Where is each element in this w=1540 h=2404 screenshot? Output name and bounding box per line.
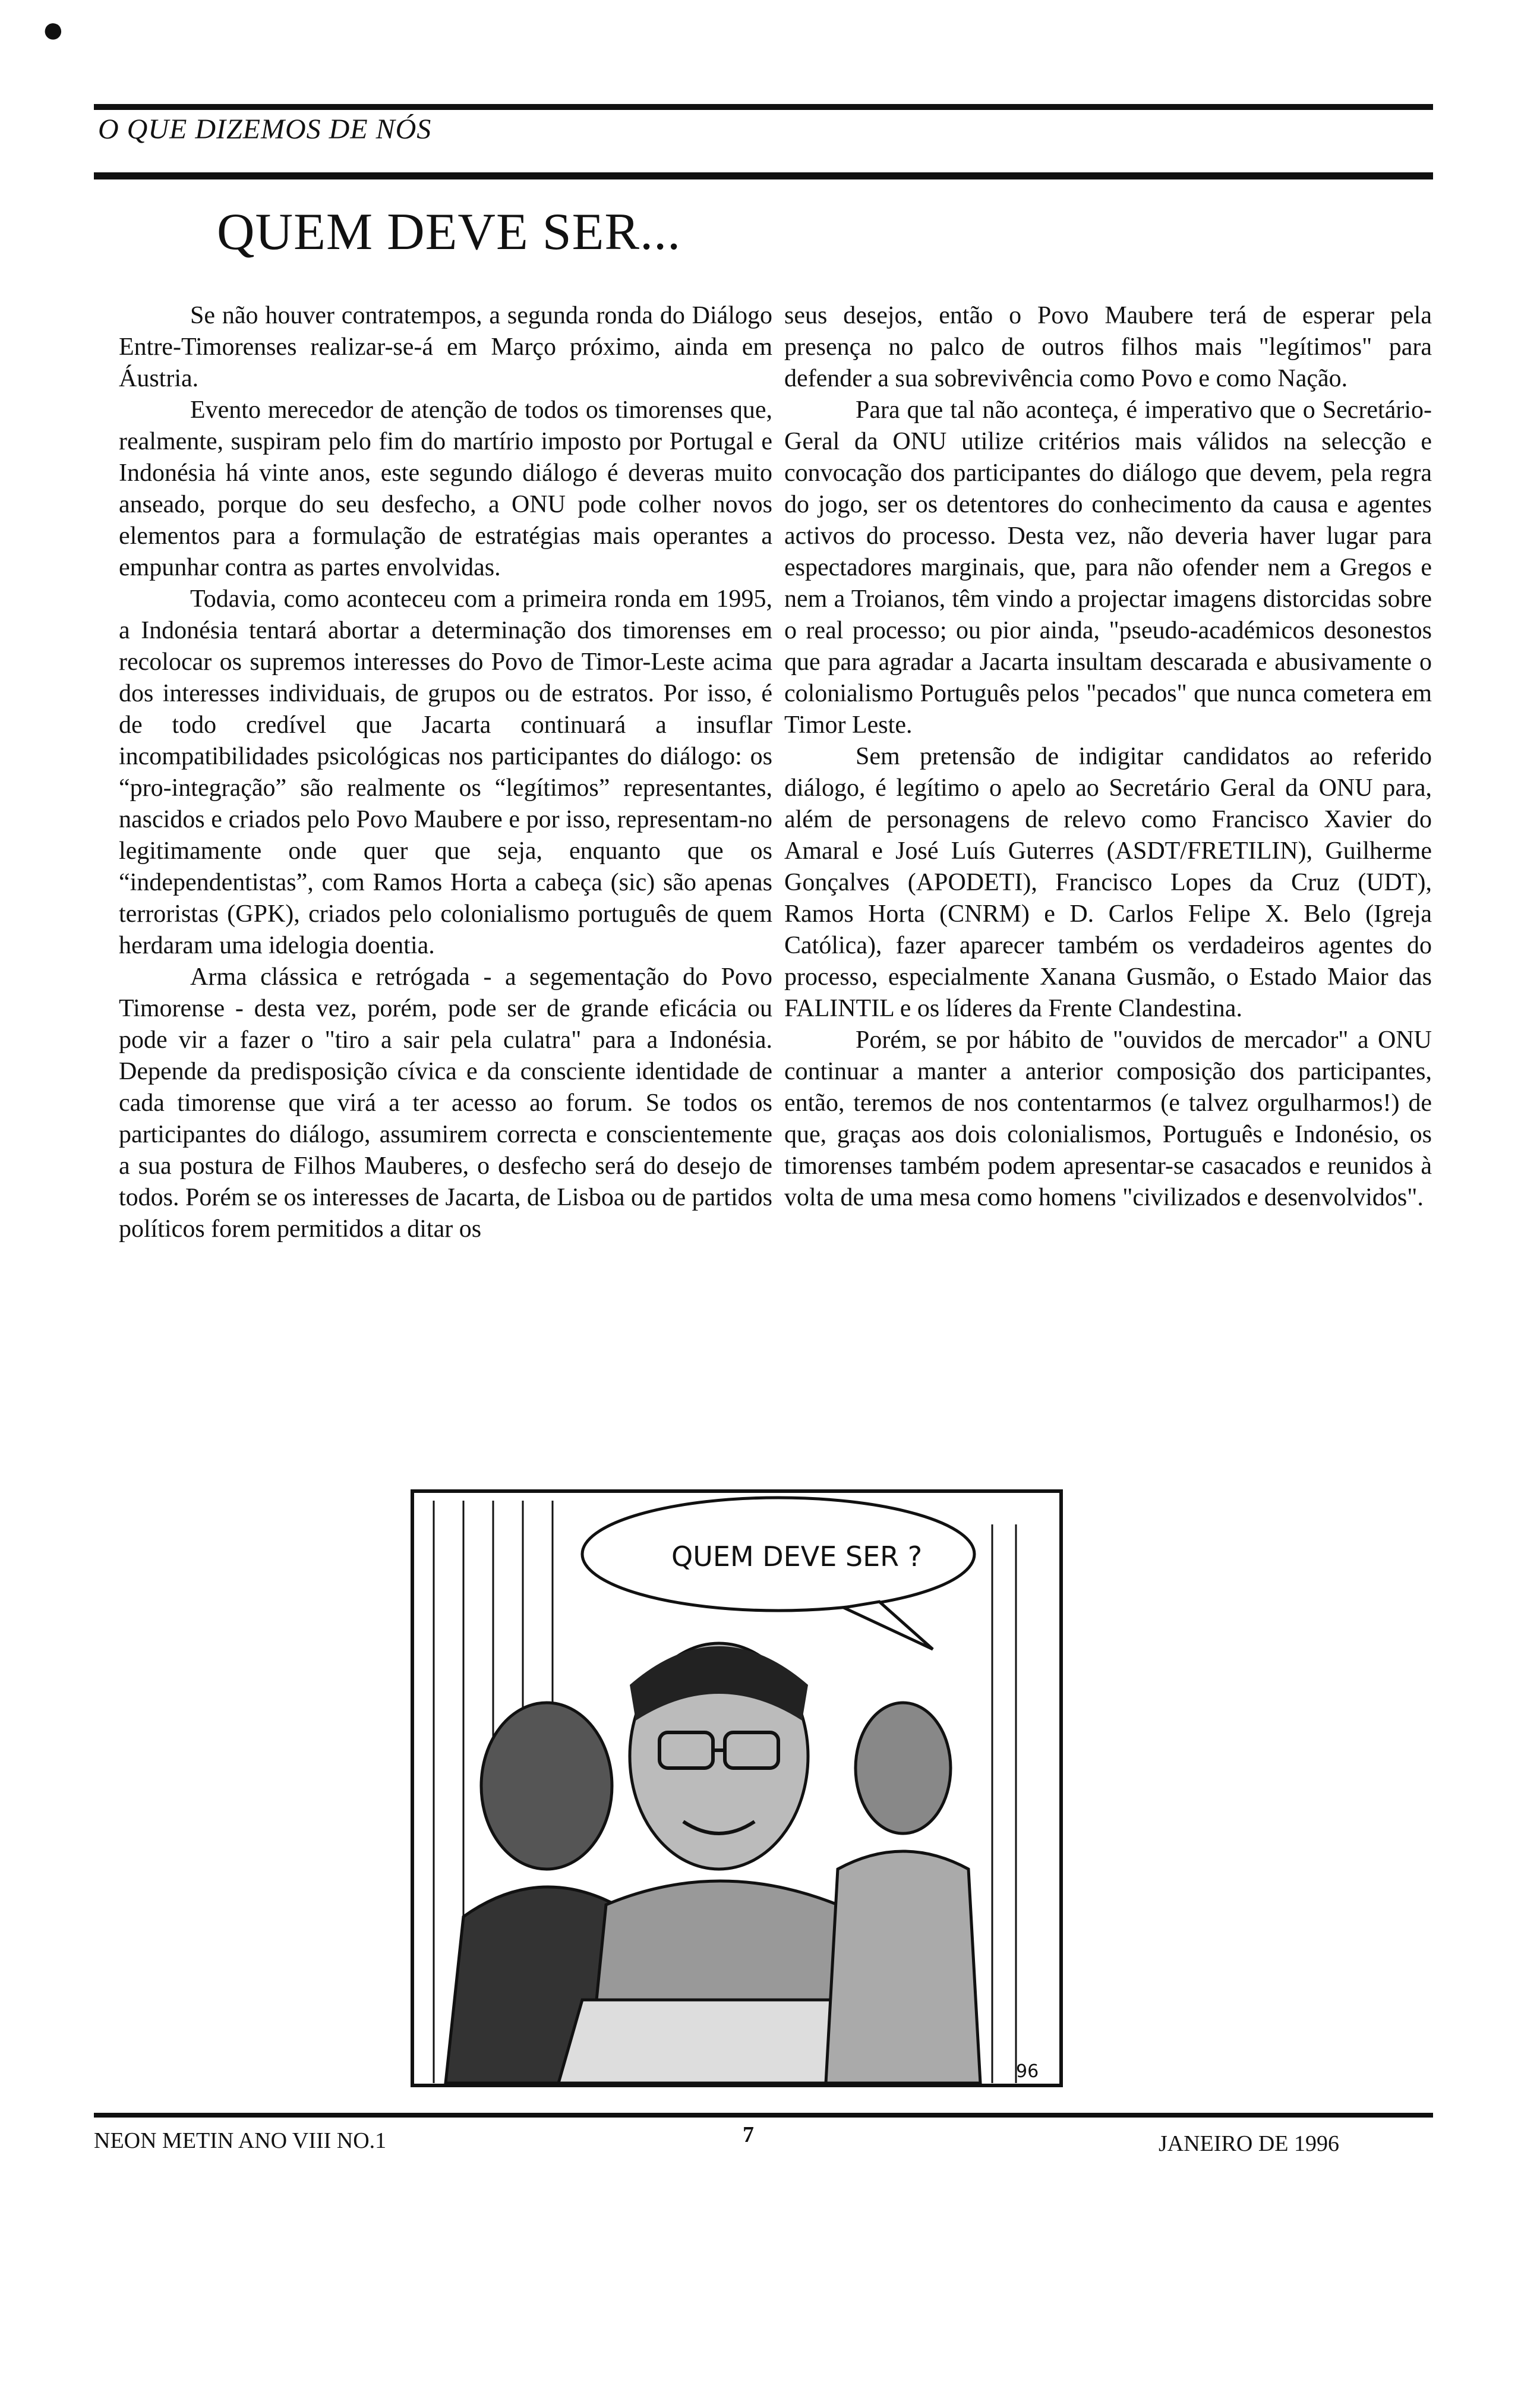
paragraph: Arma clássica e retrógada - a segementação do Povo Timorense - desta vez, porém, pode ser de grande eficácia ou pode vir a fazer o "tiro a sair pela culatra" para a Indonésia. Depende da predisposição cívica e da consciente identidade de cada timorense que virá a ter acesso ao forum. Se todos os participantes do diálogo, assumirem correcta e conscientemente a sua postura de Filhos Mauberes, o desfecho será do desejo de todos. Porém se os interesses de Jacarta, de Lisboa ou de partidos políticos forem permitidos a ditar os	[119, 963, 772, 1243]
article-left-column	[119, 300, 772, 1245]
footer-date: JANEIRO DE 1996	[1159, 2131, 1339, 2156]
speech-bubble-text: QUEM DEVE SER ?	[671, 1540, 923, 1573]
footer-rule	[94, 2113, 1433, 2118]
scan-mark: ●	[42, 8, 65, 51]
article-right-column	[784, 300, 1432, 1214]
paragraph: seus desejos, então o Povo Maubere terá de esperar pela presença no palco de outros filhos mais "legítimos" para defender a sua sobrevivência como Povo e como Nação.	[784, 302, 1432, 392]
paragraph: Porém, se por hábito de "ouvidos de mercador" a ONU continuar a manter a anterior composição dos participantes, então, teremos de nos contentarmos (e talvez orgulharmos!) de que, graças aos dois colonialismos, Português e Indonésio, os timorenses também podem apresentar-se casacados e reunidos à volta de uma mesa como homens "civilizados e desenvolvidos".	[784, 1026, 1432, 1211]
section-label: O QUE DIZEMOS DE NÓS	[98, 114, 432, 145]
article-title: QUEM DEVE SER...	[217, 203, 681, 261]
cartoon-illustration	[410, 1489, 1064, 2404]
paragraph: Evento merecedor de atenção de todos os timorenses que, realmente, suspiram pelo fim do martírio imposto por Portugal e Indonésia há vinte anos, este segundo diálogo é deveras muito anseado, porque do seu desfecho, a ONU pode colher novos elementos para a formulação de estratégias mais operantes a empunhar contra as partes envolvidas.	[119, 396, 772, 581]
paragraph: Para que tal não aconteça, é imperativo que o Secretário-Geral da ONU utilize critérios mais válidos na selecção e convocação dos participantes do diálogo que devem, pela regra do jogo, ser os detentores do conhecimento da causa e agentes activos do processo. Desta vez, não deveria haver lugar para espectadores marginais, que, para não ofender nem a Gregos e nem a Troianos, têm vindo a projectar imagens distorcidas sobre o real processo; ou pior ainda, "pseudo-académicos desonestos que para agradar a Jacarta insultam descarada e abusivamente o colonialismo Português pelos "pecados" que nunca cometera em Timor Leste.	[784, 396, 1432, 739]
footer-publication: NEON METIN ANO VIII NO.1	[94, 2128, 387, 2153]
paragraph: Se não houver contratempos, a segunda ronda do Diálogo Entre-Timorenses realizar-se-á em Março próximo, ainda em Áustria.	[119, 302, 772, 392]
cartoon-drawing	[410, 1489, 1064, 2404]
artist-signature: 96	[1016, 2061, 1039, 2082]
paragraph: Todavia, como aconteceu com a primeira ronda em 1995, a Indonésia tentará abortar a determinação dos timorenses em recolocar os supremos interesses do Povo de Timor-Leste acima dos interesses individuais, de grupos ou de estratos. Por isso, é de todo credível que Jacarta continuará a insuflar incompatibilidades psicológicas nos participantes do diálogo: os “pro-integração” são realmente os “legítimos” representantes, nascidos e criados pelo Povo Maubere e por isso, representam-no legitimamente onde quer que seja, enquanto que os “independentistas”, com Ramos Horta a cabeça (sic) são apenas terroristas (GPK), criados pelo colonialismo português de quem herdaram uma idelogia doentia.	[119, 585, 772, 959]
footer-page-number: 7	[743, 2122, 754, 2147]
header-rule-top	[94, 104, 1433, 110]
paragraph: Sem pretensão de indigitar candidatos ao referido diálogo, é legítimo o apelo ao Secretário Geral da ONU para, além de personagens de relevo como Francisco Xavier do Amaral e José Luís Guterres (ASDT/FRETILIN), Guilherme Gonçalves (APODETI), Francisco Lopes da Cruz (UDT), Ramos Horta (CNRM) e D. Carlos Felipe X. Belo (Igreja Católica), fazer aparecer também os verdadeiros agentes do processo, especialmente Xanana Gusmão, o Estado Maior das FALINTIL e os líderes da Frente Clandestina.	[784, 743, 1432, 1022]
header-rule-bottom	[94, 172, 1433, 179]
